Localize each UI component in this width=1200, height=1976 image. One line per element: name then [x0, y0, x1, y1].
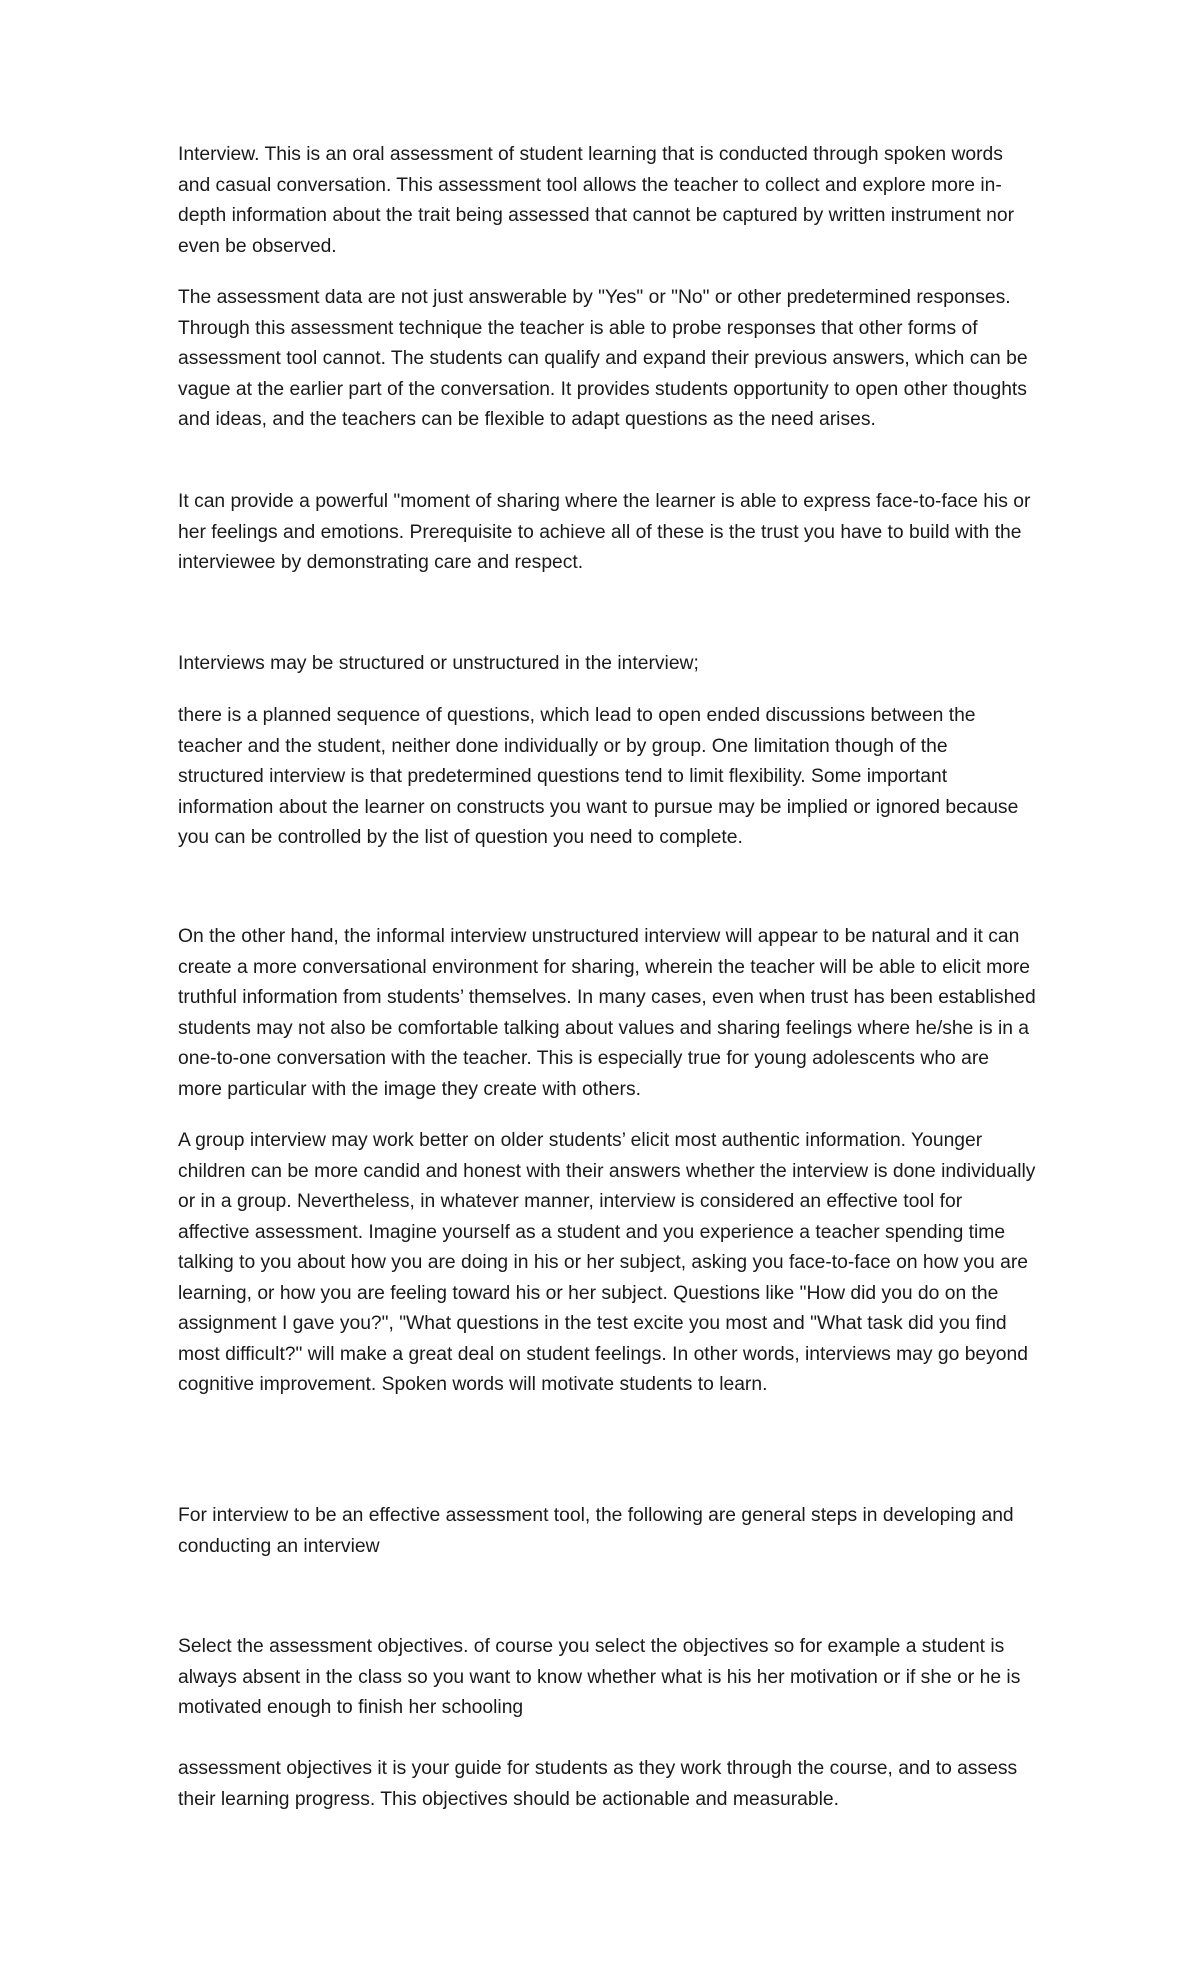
- paragraph-structured-intro: Interviews may be structured or unstructured in the interview;: [178, 653, 699, 674]
- paragraph-unstructured-interview: On the other hand, the informal interview unstructured interview will appear to be natural and it can create a more conversational environment for sharing, wherein the teacher will be able to elicit more truthful information from students’ themselves. In many cases, even when trust has been established students may not also be comfortable talking about values and sharing feelings where he/she is in a one-to-one conversation with the teacher. This is especially true for young adolescents who are more particular with the image they create with others.: [178, 926, 1036, 1100]
- paragraph-assessment-data: The assessment data are not just answerable by "Yes" or "No" or other predetermined responses. Through this assessment technique the teacher is able to probe responses that other forms of assessment tool cannot. The students can qualify and expand their previous answers, which can be vague at the earlier part of the conversation. It provides students opportunity to open other thoughts and ideas, and the teachers can be flexible to adapt questions as the need arises.: [178, 287, 1028, 430]
- paragraph-general-steps: For interview to be an effective assessment tool, the following are general steps in developing and conducting an interview: [178, 1505, 1014, 1557]
- paragraph-moment-of-sharing: It can provide a powerful "moment of sharing where the learner is able to express face-to-face his or her feelings and emotions. Prerequisite to achieve all of these is the trust you have to build with the interviewee by demonstrating care and respect.: [178, 491, 1031, 573]
- paragraph-group-interview: A group interview may work better on older students’ elicit most authentic information. Younger children can be more candid and honest with their answers whether the interview is done individually or in a group. Nevertheless, in whatever manner, interview is considered an effective tool for affective assessment. Imagine yourself as a student and you experience a teacher spending time talking to you about how you are doing in his or her subject, asking you face-to-face on how you are learning, or how you are feeling toward his or her subject. Questions like "How did you do on the assignment I gave you?", "What questions in the test excite you most and "What task did you find most difficult?" will make a great deal on student feelings. In other words, interviews may go beyond cognitive improvement. Spoken words will motivate students to learn.: [178, 1130, 1036, 1395]
- paragraph-interview-definition: Interview. This is an oral assessment of student learning that is conducted through spoken words and casual conversation. This assessment tool allows the teacher to collect and explore more in-depth information about the trait being assessed that cannot be captured by written instrument nor even be observed.: [178, 144, 1015, 257]
- paragraph-objectives-guide: assessment objectives it is your guide for students as they work through the course, and to assess their learning progress. This objectives should be actionable and measurable.: [178, 1758, 1018, 1810]
- paragraph-structured-interview: there is a planned sequence of questions, which lead to open ended discussions between the teacher and the student, neither done individually or by group. One limitation though of the structured interview is that predetermined questions tend to limit flexibility. Some important information about the learner on constructs you want to pursue may be implied or ignored because you can be controlled by the list of question you need to complete.: [178, 705, 1019, 848]
- paragraph-select-objectives: Select the assessment objectives. of course you select the objectives so for example a student is always absent in the class so you want to know whether what is his her motivation or if she or he is motivated enough to finish her schooling: [178, 1636, 1021, 1718]
